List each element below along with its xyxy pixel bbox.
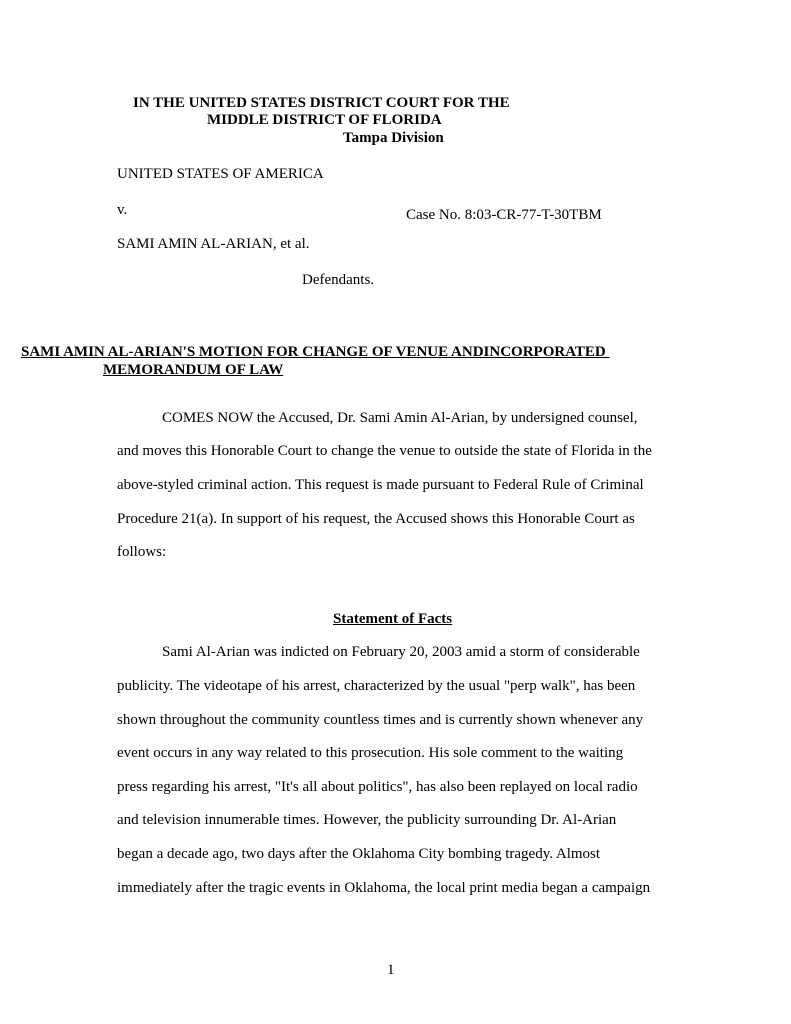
- motion-title-line-2: MEMORANDUM OF LAW: [103, 362, 284, 378]
- versus-label: v.: [117, 202, 128, 218]
- case-number: Case No. 8:03-CR-77-T-30TBM: [406, 207, 602, 223]
- facts-line-3: shown throughout the community countless times and is currently shown whenever any: [117, 712, 644, 728]
- court-name-line-2: MIDDLE DISTRICT OF FLORIDA: [207, 112, 442, 128]
- facts-line-2: publicity. The videotape of his arrest, characterized by the usual "perp walk", has been: [117, 678, 636, 694]
- intro-line-5: follows:: [117, 544, 167, 560]
- intro-line-2: and moves this Honorable Court to change the venue to outside the state of Florida in the: [117, 443, 652, 459]
- facts-line-5: press regarding his arrest, "It's all about politics", has also been replayed on local radio: [117, 779, 638, 795]
- court-name-line-1: IN THE UNITED STATES DISTRICT COURT FOR THE: [133, 95, 510, 111]
- defendants-label: Defendants.: [302, 272, 375, 288]
- intro-line-1: COMES NOW the Accused, Dr. Sami Amin Al-Arian, by undersigned counsel,: [162, 410, 638, 426]
- motion-title-line-1: SAMI AMIN AL-ARIAN'S MOTION FOR CHANGE OF VENUE ANDINCORPORATED: [21, 344, 610, 360]
- court-division: Tampa Division: [343, 130, 444, 146]
- intro-line-4: Procedure 21(a). In support of his request, the Accused shows this Honorable Court as: [117, 511, 635, 527]
- plaintiff-name: UNITED STATES OF AMERICA: [117, 166, 324, 182]
- facts-line-7: began a decade ago, two days after the Oklahoma City bombing tragedy. Almost: [117, 846, 601, 862]
- defendant-name: SAMI AMIN AL-ARIAN, et al.: [117, 236, 310, 252]
- statement-of-facts-heading: Statement of Facts: [333, 611, 453, 627]
- facts-line-8: immediately after the tragic events in Oklahoma, the local print media began a campaign: [117, 880, 651, 896]
- facts-line-6: and television innumerable times. However, the publicity surrounding Dr. Al-Arian: [117, 812, 617, 828]
- facts-line-1: Sami Al-Arian was indicted on February 20, 2003 amid a storm of considerable: [162, 644, 640, 660]
- intro-line-3: above-styled criminal action. This request is made pursuant to Federal Rule of Criminal: [117, 477, 644, 493]
- facts-line-4: event occurs in any way related to this prosecution. His sole comment to the waiting: [117, 745, 624, 761]
- page-number: 1: [387, 962, 395, 978]
